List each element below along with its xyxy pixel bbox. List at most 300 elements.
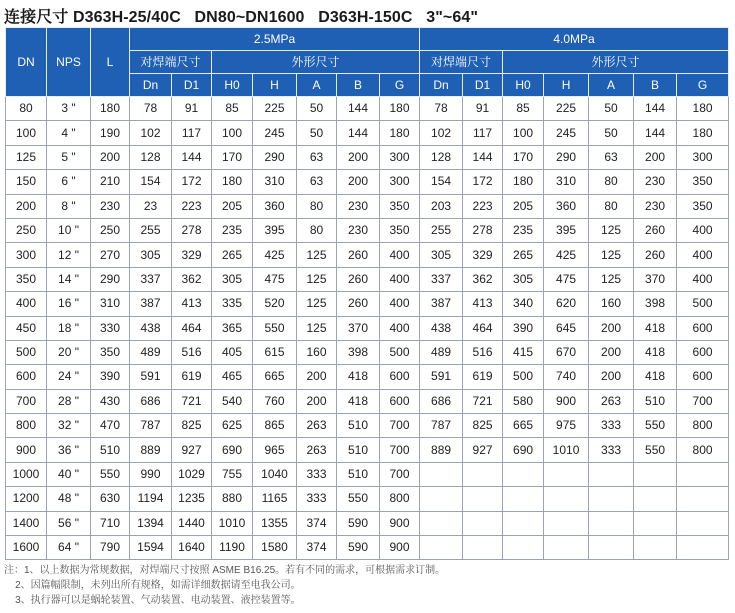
table-cell: 865 [253,414,297,438]
table-cell [589,511,634,535]
table-cell: 360 [544,194,589,218]
table-cell: 310 [91,292,130,316]
table-cell: 154 [130,170,172,194]
table-cell: 300 [6,243,47,267]
table-cell: 965 [253,438,297,462]
table-row [6,267,729,291]
table-cell: 160 [297,340,337,364]
table-cell: 450 [6,316,47,340]
table-cell: 390 [91,365,130,389]
table-cell: 500 [503,365,544,389]
spec-table-container [5,27,729,560]
table-cell: 362 [463,267,503,291]
table-cell: 600 [677,365,729,389]
table-cell [544,487,589,511]
table-cell: 690 [503,438,544,462]
header-outer-dims-1: 外形尺寸 [212,51,420,74]
table-cell: 400 [380,243,420,267]
table-cell: 263 [589,389,634,413]
table-cell: 1165 [253,487,297,511]
table-cell: 32 " [47,414,91,438]
table-cell: 16 " [47,292,91,316]
table-cell: 1580 [253,536,297,560]
table-cell: 40 " [47,462,91,486]
table-cell [677,511,729,535]
table-cell: 80 [6,97,47,121]
table-cell: 205 [503,194,544,218]
table-cell: 117 [463,121,503,145]
table-row [6,97,729,121]
table-cell: 180 [677,121,729,145]
table-cell: 900 [380,536,420,560]
table-cell: 310 [253,170,297,194]
table-cell: 100 [212,121,253,145]
table-row [6,462,729,486]
subheader-a-2-5mpa: A [297,74,337,97]
table-cell: 516 [463,340,503,364]
table-cell: 370 [634,267,677,291]
table-row [6,145,729,169]
table-cell: 464 [463,316,503,340]
table-cell: 889 [420,438,463,462]
table-cell: 418 [337,365,380,389]
table-cell [544,511,589,535]
table-cell: 180 [212,170,253,194]
table-cell: 600 [6,365,47,389]
table-cell [463,487,503,511]
table-cell: 500 [6,340,47,364]
table-cell [463,462,503,486]
table-cell: 425 [544,243,589,267]
table-cell: 1355 [253,511,297,535]
table-cell: 260 [634,218,677,242]
table-cell: 665 [253,365,297,389]
table-cell [634,487,677,511]
table-cell: 255 [420,218,463,242]
table-cell: 245 [544,121,589,145]
table-cell [503,462,544,486]
table-cell: 263 [297,438,337,462]
table-cell: 80 [589,170,634,194]
table-cell: 400 [380,316,420,340]
table-cell: 125 [589,218,634,242]
table-cell: 900 [380,511,420,535]
subheader-g-4-0mpa: G [677,74,729,97]
table-cell: 128 [420,145,463,169]
table-cell: 24 " [47,365,91,389]
table-cell: 260 [634,243,677,267]
footnote-line: 2、因篇幅限制，未列出所有规格，如需详细数据请至电我公司。 [4,580,301,591]
table-cell: 210 [91,170,130,194]
table-cell: 418 [634,340,677,364]
table-cell: 475 [544,267,589,291]
table-cell: 550 [634,414,677,438]
table-cell: 278 [172,218,212,242]
table-cell: 80 [589,194,634,218]
table-cell [463,536,503,560]
table-cell: 362 [172,267,212,291]
table-cell: 245 [253,121,297,145]
table-cell: 790 [91,536,130,560]
table-cell: 710 [91,511,130,535]
table-cell: 425 [253,243,297,267]
table-cell: 50 [297,121,337,145]
table-cell: 510 [634,389,677,413]
table-cell: 78 [420,97,463,121]
table-cell: 144 [172,145,212,169]
table-cell: 1594 [130,536,172,560]
table-cell: 329 [172,243,212,267]
table-cell: 200 [297,365,337,389]
table-cell: 78 [130,97,172,121]
subheader-dn-2-5mpa: Dn [130,74,172,97]
table-cell: 400 [677,267,729,291]
table-row [6,243,729,267]
table-cell [544,536,589,560]
table-cell: 1394 [130,511,172,535]
table-cell: 330 [91,316,130,340]
subheader-d1-4-0mpa: D1 [463,74,503,97]
table-cell: 6 " [47,170,91,194]
table-cell: 230 [634,194,677,218]
table-cell: 400 [380,267,420,291]
table-cell: 85 [212,97,253,121]
table-cell: 390 [503,316,544,340]
table-cell: 800 [380,487,420,511]
table-cell: 600 [380,389,420,413]
table-cell: 172 [463,170,503,194]
table-row [6,389,729,413]
table-row [6,487,729,511]
table-cell: 200 [589,340,634,364]
table-cell: 755 [212,462,253,486]
table-cell: 125 [589,267,634,291]
table-cell: 387 [420,292,463,316]
table-cell: 700 [380,438,420,462]
table-cell: 10 " [47,218,91,242]
table-cell: 223 [463,194,503,218]
subheader-g-2-5mpa: G [380,74,420,97]
table-cell: 350 [677,170,729,194]
table-cell: 265 [212,243,253,267]
table-cell: 615 [253,340,297,364]
table-cell: 927 [463,438,503,462]
table-cell: 36 " [47,438,91,462]
table-cell [677,536,729,560]
table-cell: 990 [130,462,172,486]
table-row [6,292,729,316]
table-row [6,194,729,218]
table-cell: 350 [380,194,420,218]
table-cell: 5 " [47,145,91,169]
table-cell: 305 [503,267,544,291]
table-cell: 418 [634,365,677,389]
table-cell: 91 [172,97,212,121]
header-l: L [91,28,130,97]
table-cell: 203 [420,194,463,218]
table-cell: 180 [380,121,420,145]
table-cell [634,511,677,535]
table-cell: 591 [130,365,172,389]
subheader-h-4-0mpa: H [544,74,589,97]
table-cell: 600 [677,340,729,364]
table-cell: 144 [337,97,380,121]
table-cell: 278 [463,218,503,242]
table-cell: 333 [589,438,634,462]
table-cell: 500 [380,340,420,364]
table-cell: 740 [544,365,589,389]
table-cell: 144 [337,121,380,145]
table-cell: 50 [589,121,634,145]
table-cell: 205 [212,194,253,218]
table-cell: 1235 [172,487,212,511]
table-cell: 1000 [6,462,47,486]
table-cell: 14 " [47,267,91,291]
table-cell: 290 [253,145,297,169]
table-cell: 630 [91,487,130,511]
table-cell: 305 [212,267,253,291]
table-cell: 1600 [6,536,47,560]
table-cell: 927 [172,438,212,462]
table-cell: 200 [634,145,677,169]
table-cell: 125 [297,316,337,340]
table-cell: 438 [130,316,172,340]
table-cell [634,462,677,486]
table-row [6,365,729,389]
table-cell: 150 [6,170,47,194]
table-cell: 600 [380,365,420,389]
table-cell: 180 [380,97,420,121]
table-cell: 337 [420,267,463,291]
table-cell [677,462,729,486]
table-cell: 250 [6,218,47,242]
table-cell: 335 [212,292,253,316]
table-cell: 200 [337,145,380,169]
table-cell: 580 [503,389,544,413]
table-cell [420,511,463,535]
table-cell: 200 [91,145,130,169]
table-cell: 223 [172,194,212,218]
table-cell: 230 [337,194,380,218]
table-cell: 200 [589,316,634,340]
table-cell: 350 [380,218,420,242]
table-cell: 350 [677,194,729,218]
table-cell: 550 [634,438,677,462]
table-cell [503,487,544,511]
table-cell: 250 [91,218,130,242]
table-cell: 550 [253,316,297,340]
table-cell [463,511,503,535]
table-cell: 337 [130,267,172,291]
spec-table [5,27,729,560]
table-cell: 398 [337,340,380,364]
table-cell [589,487,634,511]
table-cell: 800 [677,438,729,462]
table-cell: 260 [337,292,380,316]
header-pressure-4-0mpa: 4.0MPa [420,28,729,51]
table-cell: 230 [337,218,380,242]
table-row [6,340,729,364]
table-cell [503,536,544,560]
table-cell: 235 [212,218,253,242]
table-cell: 350 [91,340,130,364]
table-cell: 700 [6,389,47,413]
table-cell: 686 [420,389,463,413]
table-cell: 413 [463,292,503,316]
table-cell: 144 [463,145,503,169]
table-cell: 200 [337,170,380,194]
table-cell: 700 [380,414,420,438]
table-cell: 1010 [544,438,589,462]
table-cell: 600 [677,316,729,340]
table-cell: 350 [6,267,47,291]
table-row [6,170,729,194]
table-cell [589,462,634,486]
subheader-a-4-0mpa: A [589,74,634,97]
table-cell: 23 [130,194,172,218]
table-cell: 1190 [212,536,253,560]
table-cell: 900 [544,389,589,413]
table-cell: 63 [589,145,634,169]
table-cell: 102 [420,121,463,145]
table-cell: 200 [589,365,634,389]
table-cell: 670 [544,340,589,364]
table-cell: 3 " [47,97,91,121]
table-cell: 510 [91,438,130,462]
table-cell: 128 [130,145,172,169]
table-cell: 760 [253,389,297,413]
table-cell: 500 [677,292,729,316]
table-cell: 430 [91,389,130,413]
table-row [6,218,729,242]
table-cell: 91 [463,97,503,121]
footnotes [4,563,445,608]
table-cell: 117 [172,121,212,145]
footnote-line: 3、执行器可以是蜗轮装置、气动装置、电动装置、液控装置等。 [4,595,301,606]
table-cell: 686 [130,389,172,413]
table-cell: 516 [172,340,212,364]
table-cell: 12 " [47,243,91,267]
footnote-line: 注：1、以上数据为常规数据，对焊端尺寸按照 ASME B16.25。若有不同的需求，可根据需求订制。 [4,565,446,576]
table-cell: 56 " [47,511,91,535]
subheader-h0-4-0mpa: H0 [503,74,544,97]
table-cell: 310 [544,170,589,194]
table-cell: 340 [503,292,544,316]
table-cell: 690 [212,438,253,462]
table-cell: 418 [337,389,380,413]
table-cell: 625 [212,414,253,438]
table-cell: 265 [503,243,544,267]
table-cell: 800 [677,414,729,438]
table-cell: 333 [589,414,634,438]
table-row [6,316,729,340]
table-cell: 438 [420,316,463,340]
table-cell: 300 [677,145,729,169]
table-row [6,511,729,535]
table-cell: 125 [297,267,337,291]
table-cell: 400 [677,218,729,242]
table-cell: 398 [634,292,677,316]
table-cell: 721 [463,389,503,413]
table-cell: 20 " [47,340,91,364]
table-cell: 510 [337,414,380,438]
table-cell: 190 [91,121,130,145]
table-cell: 100 [6,121,47,145]
table-cell: 400 [380,292,420,316]
table-cell: 172 [172,170,212,194]
table-cell [544,462,589,486]
table-cell: 180 [677,97,729,121]
header-outer-dims-2: 外形尺寸 [503,51,729,74]
table-cell: 360 [253,194,297,218]
table-cell: 50 [589,97,634,121]
table-cell: 18 " [47,316,91,340]
table-cell: 550 [337,487,380,511]
table-row [6,121,729,145]
table-cell: 154 [420,170,463,194]
table-cell: 370 [337,316,380,340]
table-cell: 387 [130,292,172,316]
table-cell: 260 [337,267,380,291]
table-cell: 374 [297,511,337,535]
table-cell: 470 [91,414,130,438]
table-cell: 800 [6,414,47,438]
table-cell: 700 [380,462,420,486]
table-cell: 125 [589,243,634,267]
table-cell: 1194 [130,487,172,511]
table-cell: 48 " [47,487,91,511]
table-cell: 975 [544,414,589,438]
table-cell: 619 [172,365,212,389]
table-row [6,536,729,560]
table-cell: 63 [297,145,337,169]
table-cell: 64 " [47,536,91,560]
table-cell: 300 [380,145,420,169]
table-cell: 125 [6,145,47,169]
table-cell: 300 [380,170,420,194]
table-cell: 880 [212,487,253,511]
table-cell: 200 [6,194,47,218]
table-cell: 400 [6,292,47,316]
table-cell: 1040 [253,462,297,486]
table-cell: 787 [130,414,172,438]
table-cell [420,462,463,486]
table-cell: 235 [503,218,544,242]
table-cell: 464 [172,316,212,340]
table-cell: 787 [420,414,463,438]
table-cell: 290 [544,145,589,169]
table-cell: 365 [212,316,253,340]
table-cell: 1640 [172,536,212,560]
header-weld-end-2: 对焊端尺寸 [420,51,503,74]
table-cell: 144 [634,121,677,145]
page-title: 连接尺寸 D363H-25/40C DN80~DN1600 D363H-150C 3"~64" [4,9,479,26]
subheader-b-2-5mpa: B [337,74,380,97]
header-dn: DN [6,28,47,97]
table-cell: 333 [297,487,337,511]
table-row [6,414,729,438]
table-cell: 270 [91,243,130,267]
header-pressure-2-5mpa: 2.5MPa [130,28,420,51]
table-cell [589,536,634,560]
table-cell: 590 [337,511,380,535]
table-cell [677,487,729,511]
table-cell: 465 [212,365,253,389]
table-cell: 102 [130,121,172,145]
table-cell: 550 [91,462,130,486]
table-cell: 333 [297,462,337,486]
table-cell: 230 [91,194,130,218]
